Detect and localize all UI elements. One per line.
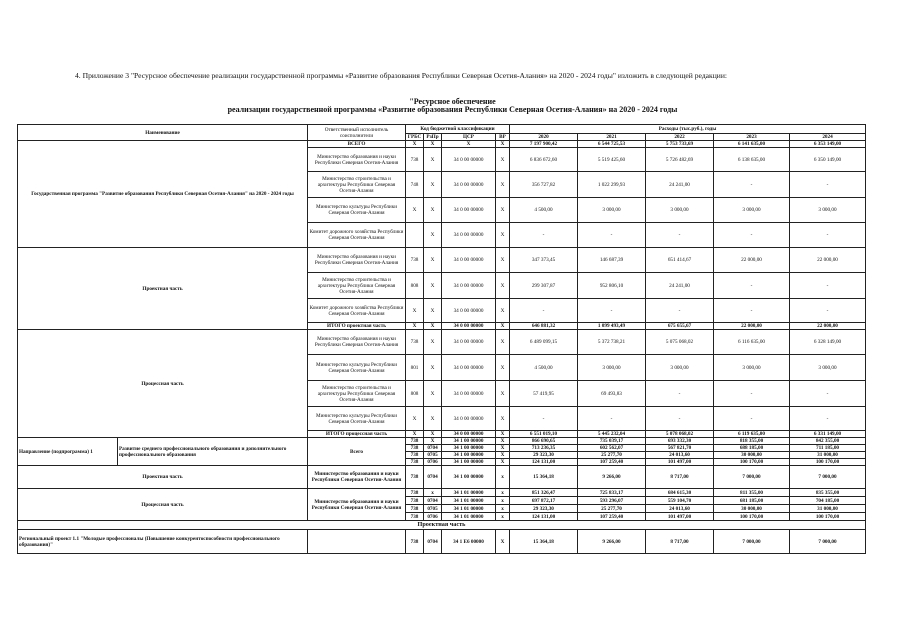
table-row <box>18 521 866 530</box>
cell: 3 000,00 <box>790 355 866 381</box>
cell: x <box>496 489 510 497</box>
cell: - <box>578 223 646 248</box>
header-2022: 2022 <box>646 134 714 141</box>
cell: X <box>496 355 510 381</box>
cell: 6 331 149,00 <box>790 431 866 438</box>
cell: 738 <box>406 148 424 172</box>
cell: 34 1 01 00000 <box>442 489 496 497</box>
header-2020: 2020 <box>510 134 578 141</box>
header-2021: 2021 <box>578 134 646 141</box>
cell: 100 170,00 <box>790 459 866 466</box>
cell: 34 0 00 00000 <box>442 381 496 407</box>
cell: X <box>496 248 510 273</box>
cell: 6 350 149,00 <box>790 148 866 172</box>
cell: 34 1 00 00000 <box>442 459 496 466</box>
cell: 3 000,00 <box>790 198 866 223</box>
responsible-cell: Министерство культуры Республики Северная Осетия-Алания <box>308 407 406 431</box>
cell: 5 372 738,21 <box>578 330 646 355</box>
cell: 5 078 068,02 <box>646 431 714 438</box>
cell: - <box>510 407 578 431</box>
cell: 3 000,00 <box>714 198 790 223</box>
cell: X <box>424 273 442 299</box>
cell: 6 141 635,00 <box>714 141 790 148</box>
header-csr: ЦСР <box>442 134 496 141</box>
responsible-cell: Комитет дорожного хозяйства Республики Северная Осетия-Алания <box>308 299 406 323</box>
cell: 57 419,95 <box>510 381 578 407</box>
resource-table <box>17 124 866 554</box>
cell: X <box>424 198 442 223</box>
cell: 697 872,17 <box>510 497 578 505</box>
cell: 299 307,87 <box>510 273 578 299</box>
cell: 101 497,00 <box>646 459 714 466</box>
table-row <box>18 530 866 554</box>
cell: 808 <box>406 381 424 407</box>
responsible-cell: Министерство строительства и архитектуры Республики Северная Осетия-Алания <box>308 381 406 407</box>
header-name: Наименование <box>18 125 308 141</box>
cell: 6 544 725,53 <box>578 141 646 148</box>
cell: 684 615,30 <box>646 489 714 497</box>
cell: X <box>424 141 442 148</box>
cell: 738 <box>406 505 424 513</box>
cell: 748 <box>406 172 424 198</box>
cell: 811 355,00 <box>714 489 790 497</box>
cell: X <box>424 381 442 407</box>
cell: 6 328 149,00 <box>790 330 866 355</box>
table-row <box>18 438 866 445</box>
table-row <box>18 466 866 489</box>
cell: 25 277,70 <box>578 452 646 459</box>
cell: 738 <box>406 452 424 459</box>
cell: 22 000,00 <box>790 323 866 330</box>
responsible-cell: Министерство образования и науки Республики Северная Осетия-Алания <box>308 466 406 489</box>
cell: X <box>424 355 442 381</box>
cell: X <box>424 323 442 330</box>
cell: 713 236,35 <box>510 445 578 452</box>
responsible-cell: Министерство образования и науки Республики Северная Осетия-Алания <box>308 330 406 355</box>
cell: 952 806,10 <box>578 273 646 299</box>
cell: 0704 <box>424 466 442 489</box>
cell: 842 355,00 <box>790 438 866 445</box>
direction-label: Направление (подпрограмма) 1 <box>18 438 118 466</box>
cell: 34 0 00 00000 <box>442 431 496 438</box>
cell: 738 <box>406 513 424 521</box>
cell: X <box>496 273 510 299</box>
cell: 818 355,00 <box>714 438 790 445</box>
cell: 22 000,00 <box>790 248 866 273</box>
cell: 738 <box>406 497 424 505</box>
table-row <box>18 330 866 355</box>
cell: 0704 <box>424 530 442 554</box>
cell: - <box>790 407 866 431</box>
cell: 24 241,00 <box>646 273 714 299</box>
cell: 6 138 635,00 <box>714 148 790 172</box>
cell: 34 0 00 00000 <box>442 407 496 431</box>
header-grbs: ГРБС <box>406 134 424 141</box>
title-line-1: "Ресурсное обеспечение <box>409 97 496 106</box>
cell: 107 259,40 <box>578 513 646 521</box>
cell: 4 500,00 <box>510 198 578 223</box>
cell: - <box>790 172 866 198</box>
cell: - <box>646 407 714 431</box>
cell: 0704 <box>424 445 442 452</box>
cell: - <box>714 407 790 431</box>
header-2023: 2023 <box>714 134 790 141</box>
header-responsible: Ответственный исполнитель соисполнители <box>308 125 406 141</box>
cell: - <box>714 172 790 198</box>
cell: X <box>496 431 510 438</box>
header-budget-code: Код бюджетной классификации <box>406 125 510 134</box>
cell: X <box>496 452 510 459</box>
cell: 738 <box>406 438 424 445</box>
cell: 347 373,45 <box>510 248 578 273</box>
cell: x <box>424 489 442 497</box>
cell: 6 489 099,15 <box>510 330 578 355</box>
cell: 7 000,00 <box>714 530 790 554</box>
cell: 8 717,00 <box>646 466 714 489</box>
cell: X <box>406 141 424 148</box>
cell: 29 323,30 <box>510 452 578 459</box>
responsible-cell: Министерство строительства и архитектуры Республики Северная Осетия-Алания <box>308 172 406 198</box>
cell: 124 131,00 <box>510 459 578 466</box>
cell: X <box>496 438 510 445</box>
cell: - <box>646 299 714 323</box>
cell: X <box>442 141 496 148</box>
cell: 738 <box>406 248 424 273</box>
cell: 3 000,00 <box>578 198 646 223</box>
cell: 646 881,32 <box>510 323 578 330</box>
cell <box>406 223 424 248</box>
cell: X <box>496 141 510 148</box>
cell: - <box>714 273 790 299</box>
cell: 704 185,00 <box>790 497 866 505</box>
cell: X <box>406 198 424 223</box>
cell: 808 <box>406 273 424 299</box>
cell: - <box>790 299 866 323</box>
cell: - <box>790 273 866 299</box>
cell: 34 0 00 00000 <box>442 248 496 273</box>
cell: 866 690,65 <box>510 438 578 445</box>
cell: 34 1 00 00000 <box>442 445 496 452</box>
cell: 7 000,00 <box>790 466 866 489</box>
cell: 1 099 493,49 <box>578 323 646 330</box>
header-vr: ВР <box>496 134 510 141</box>
cell: 693 332,30 <box>646 438 714 445</box>
cell: 31 000,00 <box>790 505 866 513</box>
cell: 9 266,00 <box>578 530 646 554</box>
cell: X <box>424 172 442 198</box>
cell: 29 323,30 <box>510 505 578 513</box>
cell: 738 <box>406 489 424 497</box>
responsible-cell: Министерство культуры Республики Северная Осетия-Алания <box>308 198 406 223</box>
direction-name: Развитие среднего профессионального образования и дополнительного профессионального образования <box>118 438 308 466</box>
cell: X <box>424 299 442 323</box>
cell: 25 277,70 <box>578 505 646 513</box>
responsible-cell: Комитет дорожного хозяйства Республики Северная Осетия-Алания <box>308 223 406 248</box>
cell: 31 000,00 <box>790 452 866 459</box>
cell: X <box>496 198 510 223</box>
cell: 3 000,00 <box>578 355 646 381</box>
cell: 8 717,00 <box>646 530 714 554</box>
cell: 738 <box>406 330 424 355</box>
cell: 3 000,00 <box>646 355 714 381</box>
cell: - <box>714 223 790 248</box>
cell: 5 445 232,04 <box>578 431 646 438</box>
cell: X <box>496 530 510 554</box>
cell: 9 266,00 <box>578 466 646 489</box>
cell: X <box>424 431 442 438</box>
cell: 100 170,00 <box>714 459 790 466</box>
cell: 5 753 733,69 <box>646 141 714 148</box>
cell: 738 <box>406 459 424 466</box>
cell: 559 104,70 <box>646 497 714 505</box>
cell: X <box>496 459 510 466</box>
cell: 34 0 00 00000 <box>442 223 496 248</box>
cell: 34 0 00 00000 <box>442 330 496 355</box>
cell: X <box>496 381 510 407</box>
cell: 30 000,00 <box>714 452 790 459</box>
cell: 69 493,83 <box>578 381 646 407</box>
cell: 34 1 01 00000 <box>442 505 496 513</box>
cell: 100 170,00 <box>790 513 866 521</box>
cell: 738 <box>406 466 424 489</box>
cell: 107 259,40 <box>578 459 646 466</box>
cell: 602 562,07 <box>578 445 646 452</box>
header-expenses: Расходы (тыс.руб.), годы <box>510 125 866 134</box>
cell: 675 655,67 <box>646 323 714 330</box>
cell: - <box>790 223 866 248</box>
cell: 725 833,17 <box>578 489 646 497</box>
cell: 34 0 00 00000 <box>442 172 496 198</box>
cell: 651 414,67 <box>646 248 714 273</box>
header-row-1 <box>18 125 866 134</box>
cell: 735 039,17 <box>578 438 646 445</box>
cell: X <box>496 148 510 172</box>
cell: 851 326,47 <box>510 489 578 497</box>
cell: 6 836 672,60 <box>510 148 578 172</box>
cell: - <box>646 381 714 407</box>
cell: 34 0 00 00000 <box>442 299 496 323</box>
cell: 146 687,39 <box>578 248 646 273</box>
cell: - <box>578 407 646 431</box>
cell: - <box>790 381 866 407</box>
total-label: ИТОГО процессная часть <box>308 431 406 438</box>
cell: x <box>496 513 510 521</box>
cell: - <box>510 299 578 323</box>
cell: 0705 <box>424 452 442 459</box>
cell: 7 000,00 <box>790 530 866 554</box>
cell: 24 241,00 <box>646 172 714 198</box>
cell: 0706 <box>424 513 442 521</box>
cell: 711 185,00 <box>790 445 866 452</box>
direction-project-part-name: Проектная часть <box>18 466 308 489</box>
table-row <box>18 248 866 273</box>
direction-responsible: Всего <box>308 438 406 466</box>
cell: 124 131,00 <box>510 513 578 521</box>
cell: 34 0 00 00000 <box>442 273 496 299</box>
header-rzpr: РзПр <box>424 134 442 141</box>
cell: X <box>496 299 510 323</box>
cell: 24 013,60 <box>646 452 714 459</box>
cell: 4 500,00 <box>510 355 578 381</box>
cell: 3 000,00 <box>646 198 714 223</box>
cell: 30 000,00 <box>714 505 790 513</box>
cell: 34 0 00 00000 <box>442 198 496 223</box>
responsible-cell: Министерство образования и науки Республики Северная Осетия-Алания <box>308 148 406 172</box>
regional-project-name: Региональный проект 1.1 "Молодые профессионалы (Повышение конкурентоспособности профессионального образования)" <box>18 530 308 554</box>
cell: 24 013,60 <box>646 505 714 513</box>
cell: X <box>424 248 442 273</box>
intro-text: 4. Приложение 3 "Ресурсное обеспечение реализации государственной программы «Развитие образования Республики Северная Осетия-Алания» на 2020 - 2024 годы" изложить в следующей редакции: <box>75 71 728 80</box>
cell: 593 296,07 <box>578 497 646 505</box>
cell: - <box>714 299 790 323</box>
cell: 3 000,00 <box>714 355 790 381</box>
cell: X <box>424 223 442 248</box>
project-part-name: Проектная часть <box>18 248 308 330</box>
cell: 15 364,18 <box>510 466 578 489</box>
section-header: Проектная часть <box>18 521 866 530</box>
cell: 6 119 635,00 <box>714 431 790 438</box>
cell: x <box>496 497 510 505</box>
cell: X <box>496 407 510 431</box>
cell: X <box>496 330 510 355</box>
cell: 5 519 425,60 <box>578 148 646 172</box>
cell: - <box>578 299 646 323</box>
cell: 34 1 00 00000 <box>442 452 496 459</box>
header-2024: 2024 <box>790 134 866 141</box>
direction-process-part-name: Процессная часть <box>18 489 308 521</box>
program-name: Государственная программа "Развитие образования Республики Северная Осетия-Алания" на 2020 - 2024 годы <box>18 141 308 248</box>
cell: 22 000,00 <box>714 323 790 330</box>
cell: 835 355,00 <box>790 489 866 497</box>
cell: X <box>406 431 424 438</box>
cell: 0704 <box>424 497 442 505</box>
cell: X <box>496 172 510 198</box>
table-row <box>18 489 866 497</box>
cell: 101 497,00 <box>646 513 714 521</box>
cell: 0705 <box>424 505 442 513</box>
cell: - <box>714 381 790 407</box>
total-label: ВСЕГО <box>308 141 406 148</box>
total-label: ИТОГО проектная часть <box>308 323 406 330</box>
cell: 15 364,18 <box>510 530 578 554</box>
cell: 34 1 01 00000 <box>442 497 496 505</box>
cell: 738 <box>406 445 424 452</box>
cell: - <box>510 223 578 248</box>
cell: 681 185,00 <box>714 497 790 505</box>
cell: X <box>406 323 424 330</box>
cell: - <box>646 223 714 248</box>
cell: X <box>406 407 424 431</box>
cell: 34 0 00 00000 <box>442 355 496 381</box>
cell: 34 0 00 00000 <box>442 323 496 330</box>
cell: 738 <box>406 530 424 554</box>
cell: 801 <box>406 355 424 381</box>
cell: 34 0 00 00000 <box>442 148 496 172</box>
cell: X <box>496 223 510 248</box>
cell: X <box>496 323 510 330</box>
cell: x <box>496 505 510 513</box>
cell: 7 197 900,42 <box>510 141 578 148</box>
cell: 688 185,00 <box>714 445 790 452</box>
cell: 567 821,70 <box>646 445 714 452</box>
cell: 6 116 635,00 <box>714 330 790 355</box>
cell: 100 170,00 <box>714 513 790 521</box>
responsible-cell: Министерство строительства и архитектуры Республики Северная Осетия-Алания <box>308 273 406 299</box>
cell: 34 1 01 00000 <box>442 513 496 521</box>
cell: 7 000,00 <box>714 466 790 489</box>
cell: 34 1 00 00000 <box>442 438 496 445</box>
responsible-cell: Министерство образования и науки Республики Северная Осетия-Алания <box>308 489 406 521</box>
cell: X <box>424 407 442 431</box>
responsible-cell: Министерство образования и науки Республики Северная Осетия-Алания <box>308 248 406 273</box>
cell: 5 726 482,69 <box>646 148 714 172</box>
cell: 6 551 019,10 <box>510 431 578 438</box>
responsible-cell: Министерство культуры Республики Северная Осетия-Алания <box>308 355 406 381</box>
cell: X <box>496 445 510 452</box>
cell: x <box>496 466 510 489</box>
cell: X <box>406 299 424 323</box>
title-line-2: реализации государственной программы «Развитие образования Республики Северная Осетия-Алания» на 2020 - 2024 годы <box>227 105 678 114</box>
cell: 356 727,82 <box>510 172 578 198</box>
cell: X <box>424 438 442 445</box>
cell: 5 075 068,02 <box>646 330 714 355</box>
program-total-row <box>18 141 866 148</box>
cell: X <box>424 330 442 355</box>
cell: 34 1 00 00000 <box>442 466 496 489</box>
cell: 0706 <box>424 459 442 466</box>
cell: 6 353 149,00 <box>790 141 866 148</box>
cell: 1 022 299,93 <box>578 172 646 198</box>
responsible-cell <box>308 530 406 554</box>
cell: 34 1 Е6 00000 <box>442 530 496 554</box>
process-part-name: Процессная часть <box>18 330 308 438</box>
cell: X <box>424 148 442 172</box>
cell: 22 000,00 <box>714 248 790 273</box>
